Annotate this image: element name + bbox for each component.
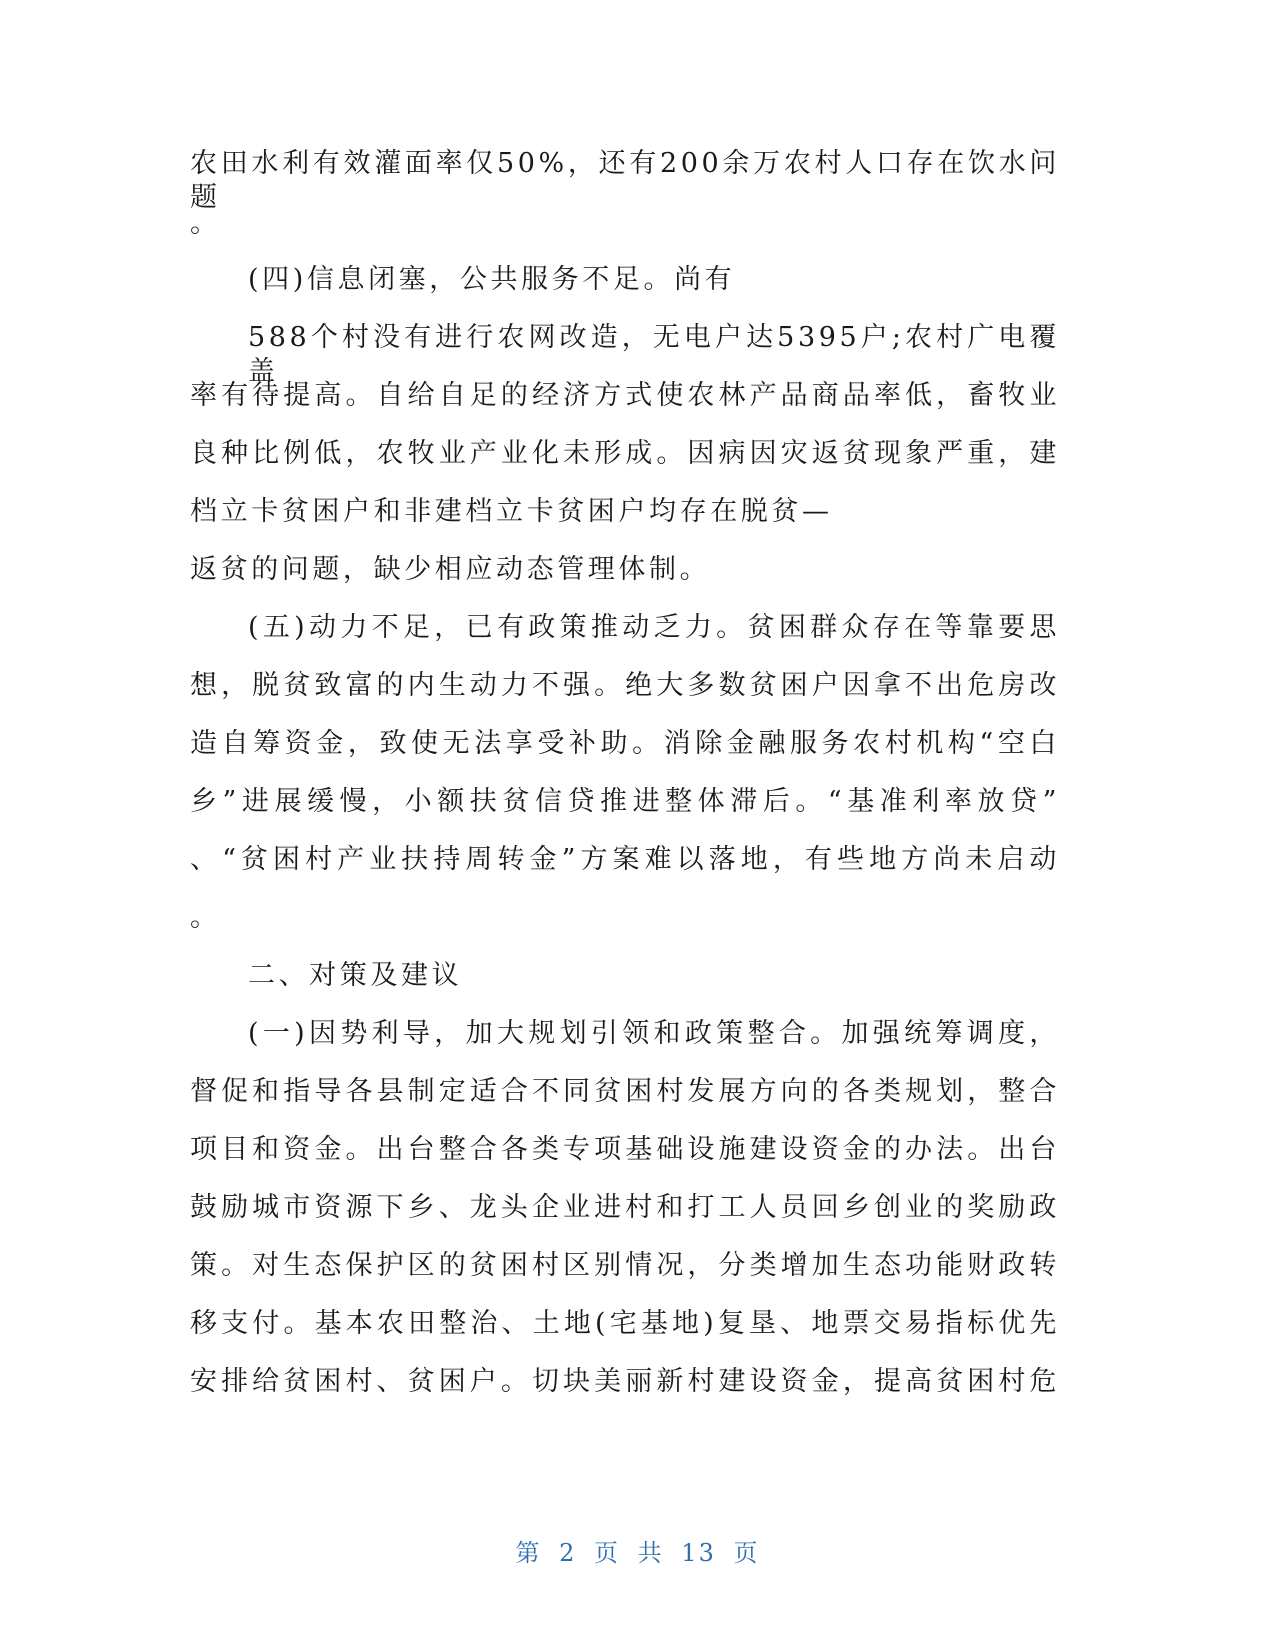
- body-line: 乡”进展缓慢，小额扶贫信贷推进整体滞后。“基准利率放贷”: [190, 786, 1060, 817]
- body-line: 项目和资金。出台整合各类专项基础设施建设资金的办法。出台: [190, 1134, 1060, 1165]
- body-line: 率有待提高。自给自足的经济方式使农林产品商品率低，畜牧业: [190, 380, 1060, 411]
- body-line: (一)因势利导，加大规划引领和政策整合。加强统筹调度，: [248, 1018, 1060, 1049]
- body-line: 。: [190, 208, 221, 239]
- body-line: 良种比例低，农牧业产业化未形成。因病因灾返贫现象严重，建: [190, 438, 1060, 469]
- body-line: 、“贫困村产业扶持周转金”方案难以落地，有些地方尚未启动: [190, 844, 1060, 875]
- body-line: 档立卡贫困户和非建档立卡贫困户均存在脱贫—: [190, 496, 833, 527]
- body-line: 移支付。基本农田整治、土地(宅基地)复垦、地票交易指标优先: [190, 1308, 1060, 1339]
- body-line: 造自筹资金，致使无法享受补助。消除金融服务农村机构“空白: [190, 728, 1060, 759]
- body-line: 想，脱贫致富的内生动力不强。绝大多数贫困户因拿不出危房改: [190, 670, 1060, 701]
- body-line: (五)动力不足，已有政策推动乏力。贫困群众存在等靠要思: [248, 612, 1060, 643]
- page-footer: 第 2 页 共 13 页: [515, 1539, 760, 1567]
- section-heading: 二、对策及建议: [248, 960, 463, 991]
- body-line: 督促和指导各县制定适合不同贫困村发展方向的各类规划，整合: [190, 1076, 1060, 1107]
- body-line: 农田水利有效灌面率仅50%，还有200余万农村人口存在饮水问题: [190, 148, 1060, 213]
- body-line: 安排给贫困村、贫困户。切块美丽新村建设资金，提高贫困村危: [190, 1366, 1060, 1397]
- body-line: (四)信息闭塞，公共服务不足。尚有: [248, 264, 736, 295]
- body-line: 返贫的问题，缺少相应动态管理体制。: [190, 554, 711, 585]
- body-line: 鼓励城市资源下乡、龙头企业进村和打工人员回乡创业的奖励政: [190, 1192, 1060, 1223]
- body-line: 。: [190, 902, 221, 933]
- body-line: 588个村没有进行农网改造，无电户达5395户;农村广电覆盖: [248, 322, 1060, 387]
- body-line: 策。对生态保护区的贫困村区别情况，分类增加生态功能财政转: [190, 1250, 1060, 1281]
